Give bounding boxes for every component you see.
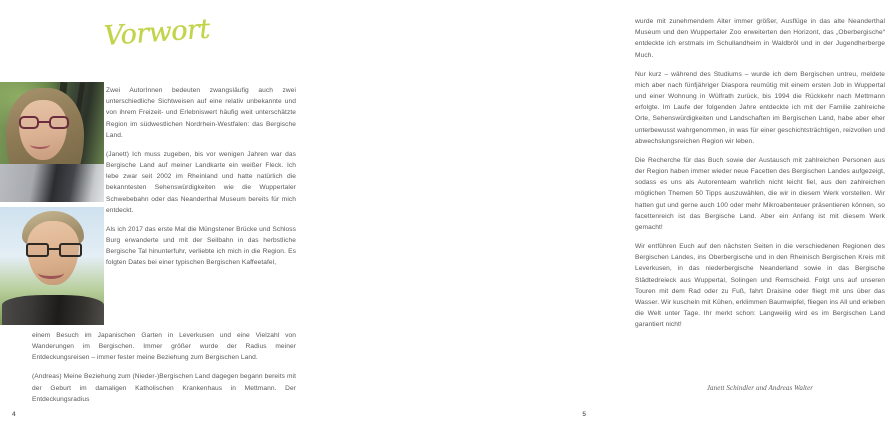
glasses-lens-right xyxy=(49,116,69,129)
paragraph: Die Recherche für das Buch sowie der Austausch mit zahlreichen Personen aus der Region haben immer wieder neue Facetten des Bergischen Landes aufgezeigt, sodass es uns als Autorenteam wahrlich nicht leicht fiel, aus den zahlreichen möglichen Themen 50 Tipps auszuwählen, die wir in diesem Werk vorstellen. Wir hatten gut und gerne auch 100 oder mehr Mikroabenteuer präsentieren können, so facettenreich ist das Bergische Land. Aber ein Anfang ist mit diesem Werk gemacht! xyxy=(635,156,885,232)
page-title: Vorwort xyxy=(102,13,211,52)
left-wide-column xyxy=(32,330,296,405)
photo-smile xyxy=(38,267,64,279)
author-photo-janett xyxy=(0,82,104,202)
glasses-bridge xyxy=(39,121,49,123)
glasses-lens-right xyxy=(59,243,82,257)
glasses-lens-left xyxy=(26,243,49,257)
paragraph: Als ich 2017 das erste Mal die Müngstener Brücke und Schloss Burg erwanderte und mit der Seilbahn in das herbstliche Bergische Tal hinunterfuhr, verliebte ich mich in die Region. Es folgten Dates bei einer typischen Bergischen Kaffeetafel, xyxy=(106,225,296,267)
paragraph: wurde mit zunehmendem Alter immer größer, Ausflüge in das alte Neanderthal Museum und den Wuppertaler Zoo erweiterten den Horizont, das „Oberbergische“ entdeckte ich erstmals im Schullandheim in Waldbröl und in der Jugendherberge Much. xyxy=(635,18,885,59)
left-page xyxy=(0,0,300,429)
page-number-right: 5 xyxy=(582,411,586,418)
photo-glasses xyxy=(26,243,82,257)
paragraph: (Andreas) Meine Beziehung zum (Nieder-)Bergischen Land dagegen begann bereits mit der Geburt im damaligen Katholischen Krankenhaus in Mettmann. Der Entdeckungsradius xyxy=(32,373,296,403)
author-photo-andreas xyxy=(0,207,104,325)
glasses-bridge xyxy=(49,248,59,250)
left-narrow-column xyxy=(106,85,296,269)
paragraph: Wir entführen Euch auf den nächsten Seiten in die verschiedenen Regionen des Bergischen Landes, ins Oberbergische und in den Rheinisch Bergischen Kreis mit Leverkusen, in das niederbergische Neanderland sowie in das Bergische Städtedreieck aus Wuppertal, Solingen und Remscheid. Folgt uns auf unseren Touren mit dem Rad oder zu Fuß, fahrt Draisine oder fliegt mit uns über das Wasser. Wir kuscheln mit Kühen, erklimmen Baumwipfel, fliegen ins All und erleben die Welt unter Tage. Ihr merkt schon: Langweilig wird es im Bergischen Land garantiert nicht! xyxy=(635,243,885,329)
photo-glasses xyxy=(19,116,69,129)
photo-clothing xyxy=(0,164,104,202)
photo-clothing xyxy=(2,295,104,325)
paragraph: (Janett) Ich muss zugeben, bis vor wenigen Jahren war das Bergische Land auf meiner Landkarte ein weißer Fleck. Ich lebe zwar seit 2002 im Rheinland und hatte natürlich die bekanntesten Sehenswürdigkeiten wie die Wuppertaler Schwebebahn oder das Neanderthal Museum bereits für mich entdeckt. xyxy=(106,150,296,214)
photo-smile xyxy=(30,140,50,149)
paragraph: Nur kurz – während des Studiums – wurde ich dem Bergischen untreu, meldete mich aber nach fünfjähriger Diaspora reumütig mit einem ersten Job in Wuppertal und einer Wohnung in Wülfrath zurück, bis 1994 die Rückkehr nach Mettmann erfolgte. Im Laufe der folgenden Jahre entdeckte ich mit der Familie zahlreiche Orte, Sehenswürdigkeiten und Landschaften im Bergischen Land, habe aber eher unterbewusst wahrgenommen, in was für einer geschichtsträchtigen, reizvollen und abwechslungsreichen Region wir leben. xyxy=(635,70,885,145)
page-number-left: 4 xyxy=(12,411,16,418)
paragraph: einem Besuch im Japanischen Garten in Leverkusen und eine Vielzahl von Wanderungen im Bergischen. Immer größer wurde der Radius meiner Entdeckungsreisen – immer fester meine Beziehung zum Bergischen Land. xyxy=(32,332,296,362)
right-page xyxy=(300,0,885,429)
author-signature: Janett Schindler und Andreas Walter xyxy=(706,384,814,392)
right-column xyxy=(635,16,885,331)
paragraph: Zwei AutorInnen bedeuten zwangsläufig auch zwei unterschiedliche Sichtweisen auf eine relativ unbekannte und von ihrem Freizeit- und Erlebniswert häufig weit unterschätzte Region im südwestlichen Nordrhein-Westfalen: das Bergische Land. xyxy=(106,87,296,139)
glasses-lens-left xyxy=(19,116,39,129)
